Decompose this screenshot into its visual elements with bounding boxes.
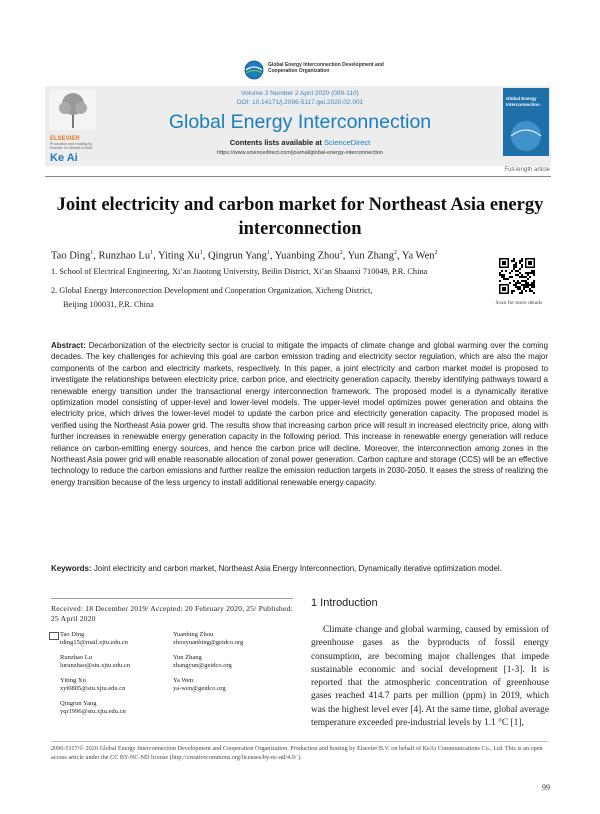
author-contact: [60, 631, 180, 648]
author-affiliation-mark: 1: [90, 250, 94, 256]
contact-email[interactable]: zhouyuanbing@geidco.org: [173, 639, 244, 647]
author-contact: [60, 700, 180, 717]
left-column-divider: [51, 598, 293, 599]
org-name: Global Energy Interconnection Development and Cooperation Organization: [268, 62, 384, 74]
contact-email[interactable]: xyt0805@stu.xjtu.edu.cn: [60, 685, 126, 693]
doi-line[interactable]: DOI: 10.14171/j.2096-5117.gei.2020.02.001: [236, 99, 364, 106]
contact-email[interactable]: yqr1996@stu.xjtu.edu.cn: [60, 708, 126, 716]
header-divider: [45, 176, 551, 177]
keywords-text: Joint electricity and carbon market, Northeast Asia Energy Interconnection, Dynamically iterative optimization model.: [93, 564, 502, 573]
publisher-name: ELSEVIER: [50, 136, 80, 142]
contents-prefix: Contents lists available at: [229, 138, 322, 147]
contact-name: Ya Wen: [173, 677, 194, 684]
contact-name: Yiting Xu: [60, 677, 86, 684]
author-name: Yiting Xu: [157, 250, 200, 262]
affiliation-2-cont: Beijing 100031, P.R. China: [63, 300, 154, 309]
contact-name: Tao Ding: [60, 631, 85, 638]
keai-logo: Ke Ai: [50, 151, 78, 164]
section-heading: 1 Introduction: [311, 597, 378, 609]
page-number: 99: [542, 783, 550, 792]
author-name: Yuanbing Zhou: [274, 250, 340, 262]
footer-divider: [51, 741, 548, 742]
keywords-label: Keywords:: [51, 564, 92, 573]
contact-name: Runzhao Lu: [60, 654, 92, 661]
affiliation-2: 2. Global Energy Interconnection Development and Cooperation Organization, Xicheng District,: [51, 286, 373, 295]
abstract-label: Abstract:: [51, 341, 86, 350]
abstract-text: Decarbonization of the electricity sector is crucial to mitigate the impacts of climate change and global warming over the coming decades. The key challenges for achieving this goal are carbon emission trading and electricity sector regulation, which are also the major components of the carbon and electricity markets, respectively. In this paper, a joint electricity and carbon market model is proposed to investigate the relationships between electricity price, carbon price, and electricity generation capacity, thereby identifying pathways toward a renewable energy transition under the transactional energy interconnection framework. The proposed model is a dynamically iterative optimization model consisting of upper-level and lower-level models. The upper-level model optimizes power generation and obtains the electricity price, which drives the lower-level model to update the carbon price and electricity generation capacity. The proposed model is verified using the Northeast Asia power grid. The results show that increasing carbon price will result in increased electricity price, along with further increases in renewable energy generation capacity in the following period. This increase in renewable energy generation will reduce reliance on carbon-emitting energy sources, and hence the carbon price will decline. Moreover, the interconnection among zones in the Northeast Asia power grid will enable reasonable allocation of zonal power generation. Carbon capture and storage (CCS) will be an effective technology to reduce the carbon emissions and further realize the emission reduction targets in 2030-2050. It eases the stress of realizing the energy transition because of the less urgency to install additional renewable energy capacity.: [51, 341, 548, 487]
publisher-tagline: Production and Hosting by Elsevier On Behalf of KeAi: [50, 142, 93, 151]
author-contact: [173, 631, 293, 648]
affiliation-1: 1. School of Electrical Engineering, Xi’an Jiaotong University, Beilin District, Xi’an Shaanxi 710049, P.R. China: [51, 267, 428, 276]
qr-caption: Scan for more details: [495, 300, 543, 306]
author-name: Tao Ding: [51, 250, 91, 262]
keywords: [51, 563, 548, 574]
cover-graphic-icon: [503, 114, 549, 154]
author-affiliation-mark: 2: [339, 250, 343, 256]
author-affiliation-mark: 1: [199, 250, 203, 256]
author-name: Qingrun Yang: [207, 250, 267, 262]
author-name: Runzhao Lu: [98, 250, 151, 262]
contact-email[interactable]: ya-wen@geidco.org: [173, 685, 226, 693]
volume-line: Volume 3 Number 2 April 2020 (099-110): [241, 90, 359, 97]
publisher-logo: [50, 90, 96, 162]
mail-icon: [49, 632, 59, 640]
author-name: Ya Wen: [401, 250, 435, 262]
sciencedirect-link[interactable]: ScienceDirect: [323, 138, 371, 147]
author-affiliation-mark: 1: [150, 250, 154, 256]
journal-title: Global Energy Interconnection: [168, 111, 432, 133]
qr-code-icon[interactable]: [499, 258, 535, 294]
contact-email[interactable]: tding15@mail.xjtu.edu.cn: [60, 639, 128, 647]
journal-url[interactable]: https://www.sciencedirect.com/journal/global-energy-interconnection: [217, 150, 383, 156]
cover-title: Global Energy Interconnection: [506, 96, 540, 107]
journal-cover-thumbnail: [503, 88, 549, 156]
copyright-footer: 2096-5117/© 2020 Global Energy Interconnection Development and Cooperation Organization. Production and hosting by Elsevier B.V. on behalf of KeAi Communications Co., Ltd. This is an open access article under the CC BY-NC-ND license (http://creativecommons.org/licenses/by-nc-nd/4.0/ ).: [51, 745, 543, 761]
author-contact: [60, 677, 180, 694]
article-type-label: Full-length article: [504, 167, 550, 173]
contact-name: Yuanbing Zhou: [173, 631, 214, 638]
contact-name: Yun Zhang: [173, 654, 202, 661]
author-affiliation-mark: 1: [266, 250, 270, 256]
author-contact: [173, 677, 293, 694]
org-logo-icon: [244, 60, 264, 80]
intro-paragraph: Climate change and global warming, caused by emission of greenhouse gases as the byproducts of fossil energy consumption, are becoming major challenges that impede sustainable economic and social development [1-3]. It is reported that the atmospheric concentration of greenhouse gases reached 414.7 parts per million (ppm) in 2019, which was the highest level ever [4]. At the same time, global average temperature exceeded pre-industrial levels by 1.1 °C [1],: [311, 625, 549, 729]
abstract: [51, 340, 548, 488]
author-name: Yun Zhang: [347, 250, 395, 262]
author-contact: [60, 654, 180, 671]
contact-email[interactable]: zhangyun@geidco.org: [173, 662, 232, 670]
contact-email[interactable]: lurunzhao@stu.xjtu.edu.cn: [60, 662, 131, 670]
author-contact: [173, 654, 293, 671]
paper-title: Joint electricity and carbon market for Northeast Asia energy interconnection: [56, 195, 544, 239]
contact-name: Qingrun Yang: [60, 700, 97, 707]
contents-line: [100, 138, 500, 147]
elsevier-tree-icon: [50, 90, 96, 130]
author-affiliation-mark: 2: [394, 250, 398, 256]
received-dates: Received: 18 December 2019/ Accepted: 20 February 2020, 25/ Published: 25 April 2020: [51, 604, 293, 623]
author-list: Tao Ding$^1$, Runzhao Lu$^1$, Yiting Xu$^1$, Qingrun Yang$^1$, Yuanbing Zhou$^2$, Yun Zhang$^2$, Ya Wen$^2$: [51, 250, 438, 262]
author-affiliation-mark: 2: [434, 250, 438, 256]
